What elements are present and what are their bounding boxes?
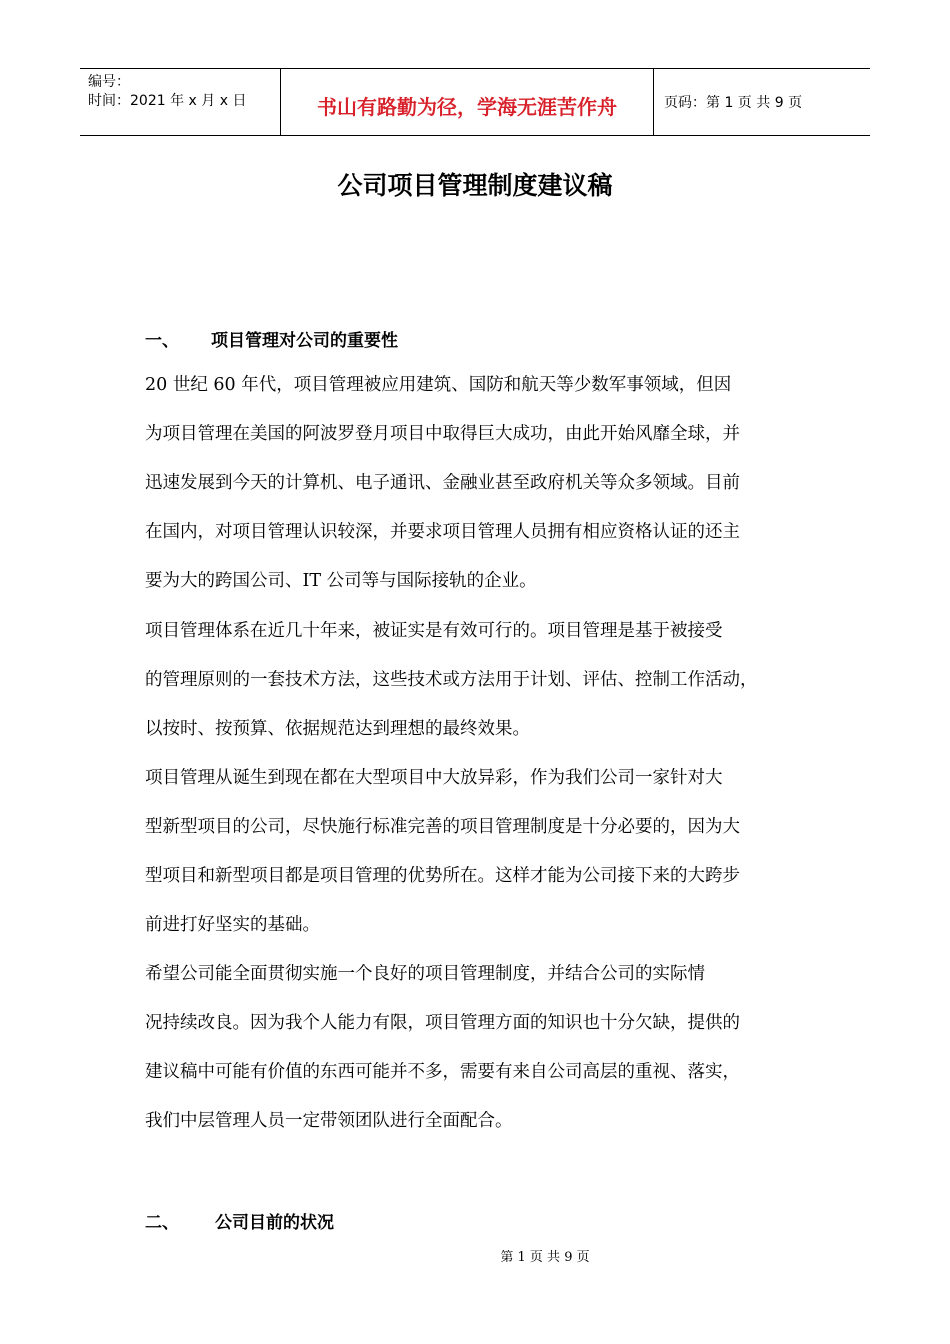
text-line: 型项目和新型项目都是项目管理的优势所在。这样才能为公司接下来的大跨步 — [145, 866, 740, 886]
section-number: 一、 — [145, 331, 179, 351]
paragraph — [145, 607, 820, 754]
section-number: 二、 — [145, 1213, 179, 1233]
text-line: 型新型项目的公司，尽快施行标准完善的项目管理制度是十分必要的，因为大 — [145, 817, 740, 837]
text-line: 在国内，对项目管理认识较深，并要求项目管理人员拥有相应资格认证的还主 — [145, 522, 740, 542]
footer-page-number: 第 1 页 共 9 页 — [500, 1250, 590, 1265]
text-line: 为项目管理在美国的阿波罗登月项目中取得巨大成功，由此开始风靡全球，并 — [145, 424, 740, 444]
text-line: 项目管理从诞生到现在都在大型项目中大放异彩，作为我们公司一家针对大 — [145, 768, 723, 788]
page-footer — [0, 1246, 950, 1265]
text-line: 迅速发展到今天的计算机、电子通讯、金融业甚至政府机关等众多领域。目前 — [145, 473, 740, 493]
paragraph — [145, 361, 820, 606]
section-heading — [145, 1208, 334, 1233]
text-line: 我们中层管理人员一定带领团队进行全面配合。 — [145, 1111, 513, 1131]
page-info: 页码：第 1 页 共 9 页 — [664, 95, 803, 111]
header-meta-cell — [80, 69, 281, 135]
header-page-cell — [654, 69, 870, 135]
text-line: 希望公司能全面贯彻实施一个良好的项目管理制度，并结合公司的实际情 — [145, 964, 705, 984]
section-heading — [145, 326, 398, 351]
time-label: 时间：2021 年 x 月 x 日 — [88, 93, 247, 109]
text-line: 的管理原则的一套技术方法，这些技术或方法用于计划、评估、控制工作活动， — [145, 670, 758, 690]
header-motto-cell — [281, 69, 654, 135]
text-line: 前进打好坚实的基础。 — [145, 915, 320, 935]
document-title: 公司项目管理制度建议稿 — [337, 171, 613, 200]
number-label: 编号： — [88, 74, 130, 90]
text-line: 要为大的跨国公司、IT 公司等与国际接轨的企业。 — [145, 571, 537, 591]
motto-text: 书山有路勤为径，学海无涯苦作舟 — [317, 94, 617, 119]
text-line: 建议稿中可能有价值的东西可能并不多，需要有来自公司高层的重视、落实， — [145, 1062, 740, 1082]
paragraph — [145, 754, 820, 950]
text-line: 项目管理体系在近几十年来，被证实是有效可行的。项目管理是基于被接受 — [145, 621, 723, 641]
text-line: 以按时、按预算、依据规范达到理想的最终效果。 — [145, 719, 530, 739]
text-line: 况持续改良。因为我个人能力有限，项目管理方面的知识也十分欠缺，提供的 — [145, 1013, 740, 1033]
paragraph — [145, 950, 820, 1146]
section-heading-text: 项目管理对公司的重要性 — [211, 331, 398, 351]
text-line: 20 世纪 60 年代，项目管理被应用建筑、国防和航天等少数军事领域，但因 — [145, 375, 732, 395]
header-table — [80, 68, 870, 136]
section-heading-text: 公司目前的状况 — [215, 1213, 334, 1233]
